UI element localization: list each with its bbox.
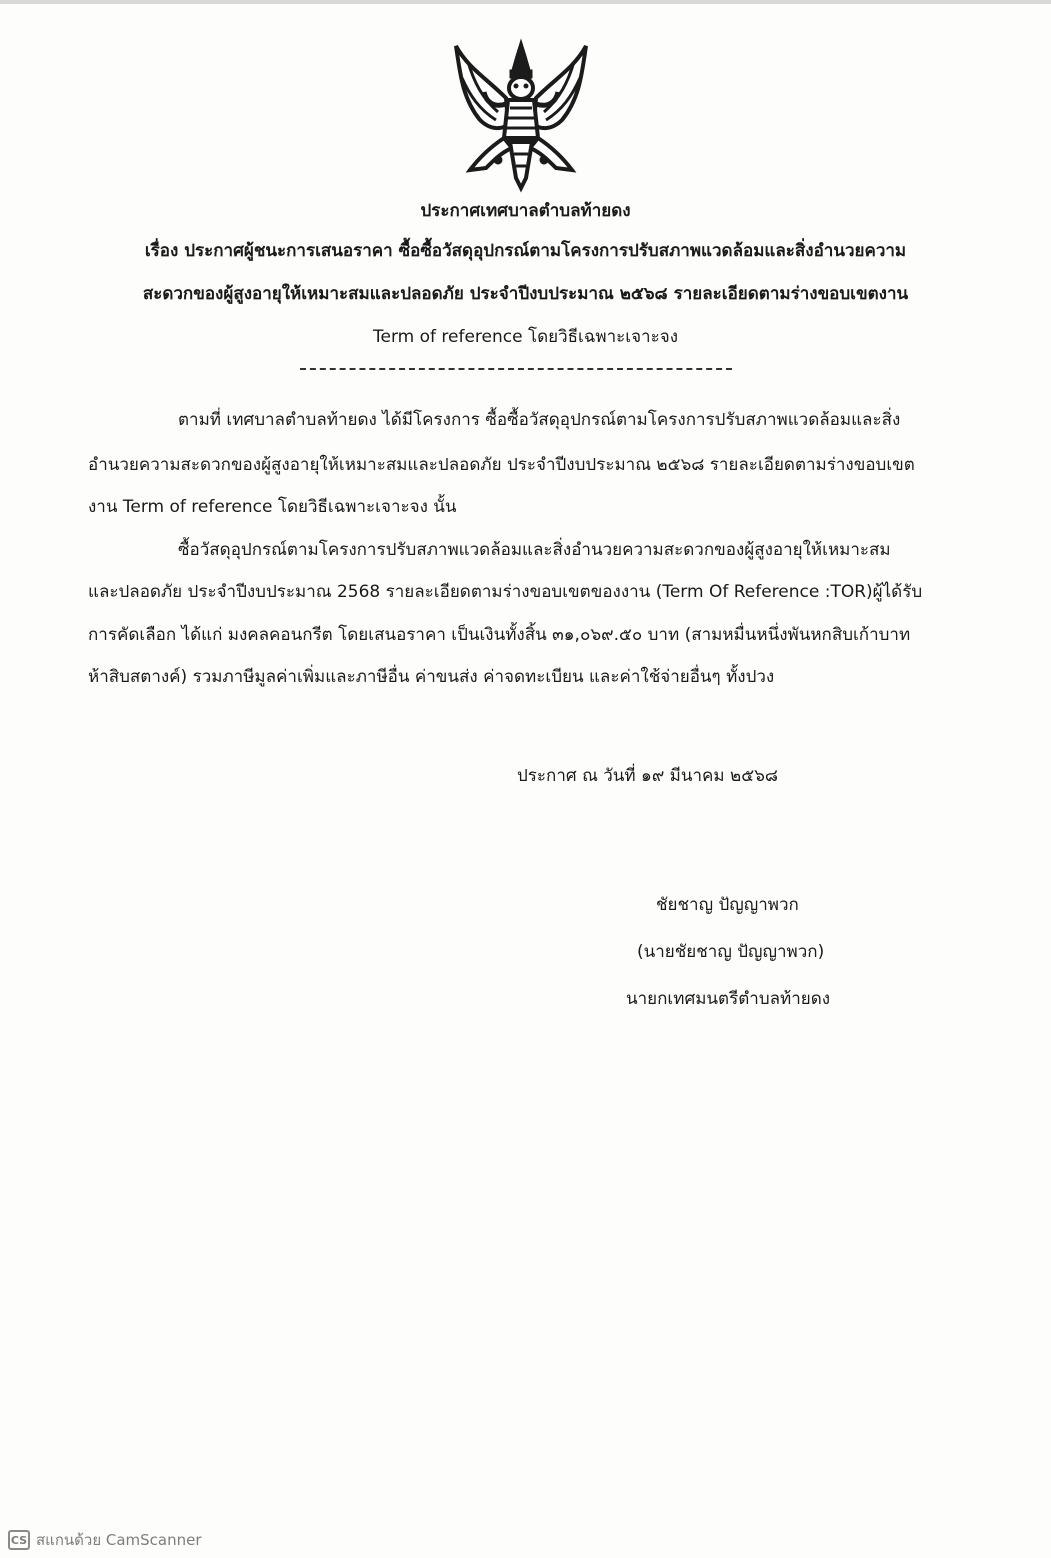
paragraph-2-line-2: และปลอดภัย ประจำปีงบประมาณ 2568 รายละเอียดตามร่างขอบเขตของงาน (Term Of Reference :TOR)ผู้ได้รับ [88, 582, 923, 602]
camscanner-logo-icon: CS [8, 1530, 30, 1550]
paragraph-2-line-3: การคัดเลือก ได้แก่ มงคลคอนกรีต โดยเสนอราคา เป็นเงินทั้งสิ้น ๓๑,๐๖๙.๕๐ บาท (สามหมื่นหนึ่งพันหกสิบเก้าบาท [88, 625, 911, 645]
paragraph-1-line-3: งาน Term of reference โดยวิธีเฉพาะเจาะจง นั้น [88, 497, 457, 517]
printed-name: (นายชัยชาญ ปัญญาพวก) [637, 942, 825, 962]
paragraph-1-line-1: ตามที่ เทศบาลตำบลท้ายดง ได้มีโครงการ ซื้อซื้อวัสดุอุปกรณ์ตามโครงการปรับสภาพแวดล้อมและสิ่ง [178, 410, 901, 430]
subject-line-3: Term of reference โดยวิธีเฉพาะเจาะจง [372, 327, 678, 347]
announce-date: ประกาศ ณ วันที่ ๑๙ มีนาคม ๒๕๖๘ [517, 766, 779, 786]
camscanner-watermark [8, 1528, 202, 1552]
paragraph-2-line-4: ห้าสิบสตางค์) รวมภาษีมูลค่าเพิ่มและภาษีอื่น ค่าขนส่ง ค่าจดทะเบียน และค่าใช้จ่ายอื่นๆ ทั้งปวง [88, 667, 775, 687]
signer-position: นายกเทศมนตรีตำบลท้ายดง [626, 989, 831, 1009]
separator-line [300, 368, 732, 370]
subject-line-2: สะดวกของผู้สูงอายุให้เหมาะสมและปลอดภัย ประจำปีงบประมาณ ๒๕๖๘ รายละเอียดตามร่างขอบเขตงาน [142, 284, 909, 304]
paragraph-2-line-1: ซื้อวัสดุอุปกรณ์ตามโครงการปรับสภาพแวดล้อมและสิ่งอำนวยความสะดวกของผู้สูงอายุให้เหมาะสม [178, 540, 891, 560]
garuda-emblem-icon [446, 38, 596, 194]
paragraph-1-line-2: อำนวยความสะดวกของผู้สูงอายุให้เหมาะสมและปลอดภัย ประจำปีงบประมาณ ๒๕๖๘ รายละเอียดตามร่างขอบเขต [88, 455, 915, 475]
signature-name: ชัยชาญ ปัญญาพวก [656, 895, 799, 915]
camscanner-text: สแกนด้วย CamScanner [36, 1531, 202, 1549]
subject-line-1: เรื่อง ประกาศผู้ชนะการเสนอราคา ซื้อซื้อวัสดุอุปกรณ์ตามโครงการปรับสภาพแวดล้อมและสิ่งอำนวยความ [144, 241, 907, 261]
agency-title: ประกาศเทศบาลตำบลท้ายดง [420, 201, 631, 221]
scan-edge [0, 0, 1051, 4]
